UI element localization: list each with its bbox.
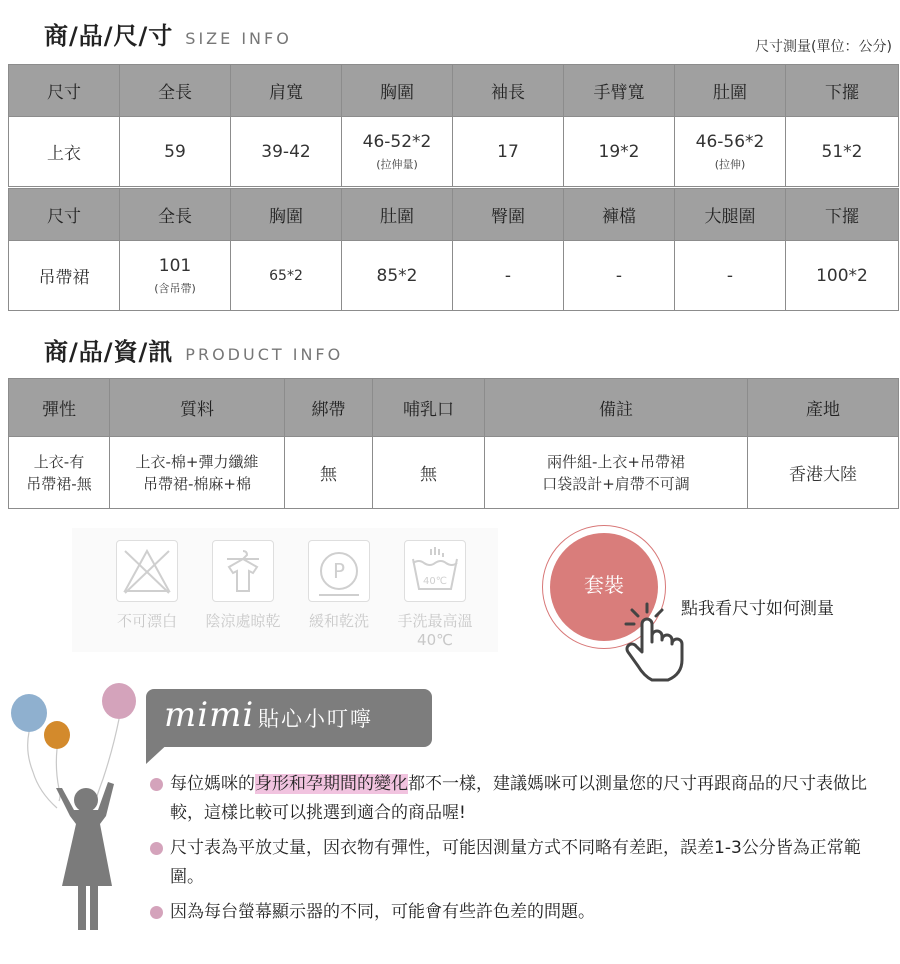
size-table-top [8,64,899,187]
cell-thigh: - [675,241,786,311]
cell-belly-value: 46-56*2 [695,131,765,152]
cell-line: 吊帶裙-棉麻+棉 [143,474,251,493]
col-header: 大腿圍 [675,189,786,241]
care-label: 緩和乾洗 [308,612,369,630]
tip-text [150,770,880,828]
tip-item [150,834,880,892]
col-header: 全長 [120,65,231,117]
hand-wash-icon [404,540,466,602]
measure-guide-link[interactable]: 點我看尺寸如何測量 [681,599,834,619]
brand-logo: mimi [164,695,255,735]
balloon-pink-icon [95,683,136,803]
cell-length: 59 [120,117,231,187]
col-header: 綁帶 [285,379,373,437]
row-label: 吊帶裙 [9,241,120,311]
cell-line: 上衣-棉+彈力纖維 [135,452,259,471]
dry-clean-symbol: P [332,559,346,583]
cell-chest [342,117,453,187]
tip-text: 因為每台螢幕顯示器的不同，可能會有些許色差的問題。 [170,902,595,922]
cell-nursing: 無 [373,437,485,509]
cell-line: 口袋設計+肩帶不可調 [542,474,690,493]
cell-chest-value: 46-52*2 [362,131,432,152]
cell-hem: 100*2 [786,241,899,311]
product-info-title: 商/品/資/訊 [44,338,174,366]
cell-line: 兩件組-上衣+吊帶裙 [547,452,685,471]
cell-material [110,437,285,509]
col-header: 質料 [110,379,285,437]
table-header-row [9,65,899,117]
col-header: 胸圍 [231,189,342,241]
girl-balloons-illustration [0,676,150,964]
col-header: 產地 [748,379,899,437]
size-info-title: 商/品/尺/寸 [44,22,174,50]
table-row [9,117,899,187]
bullet-dot-icon [150,842,163,855]
tip-text-part: 每位媽咪的 [170,774,255,794]
col-header: 尺寸 [9,65,120,117]
col-header: 臀圍 [453,189,564,241]
product-info-heading [44,332,343,367]
cell-hem: 51*2 [786,117,899,187]
col-header: 手臂寬 [564,65,675,117]
table-header-row [9,189,899,241]
size-table-bottom [8,188,899,311]
cell-belly-note: (拉伸) [714,157,746,171]
cell-elasticity [9,437,110,509]
care-shade-dry [198,540,288,631]
col-header: 全長 [120,189,231,241]
row-label: 上衣 [9,117,120,187]
care-label-line: 手洗最高溫 [397,612,473,630]
no-bleach-icon [116,540,178,602]
cell-notes [485,437,748,509]
col-header: 下擺 [786,189,899,241]
cell-shoulder: 39-42 [231,117,342,187]
table-row [9,241,899,311]
cell-chest-note: (拉伸量) [376,157,418,171]
care-hand-wash [390,540,480,650]
girl-silhouette-icon [56,782,114,930]
cell-length-note: (含吊帶) [154,281,196,295]
cell-chest: 65*2 [231,241,342,311]
bullet-dot-icon [150,906,163,919]
cell-crotch: - [564,241,675,311]
care-label-line: 40℃ [417,631,453,649]
balloon-blue-icon [11,694,57,808]
table-row [9,437,899,509]
cell-line: 吊帶裙-無 [26,474,92,493]
tip-text: 尺寸表為平放丈量，因衣物有彈性，可能因測量方式不同略有差距，誤差1-3公分皆為正常範圍。 [170,838,861,887]
bullet-dot-icon [150,778,163,791]
col-header: 肚圍 [675,65,786,117]
col-header: 袖長 [453,65,564,117]
cell-length [120,241,231,311]
col-header: 下擺 [786,65,899,117]
tips-header-bubble [146,689,432,747]
col-header: 肩寬 [231,65,342,117]
tip-text-part: 都不一樣，建議媽咪可以測量您的尺寸再跟商品的尺寸表做比較，這樣比較可以挑選到適合的商品喔! [170,774,867,823]
size-info-subtitle: SIZE INFO [185,29,292,48]
cell-belly [675,117,786,187]
cell-hip: - [453,241,564,311]
bubble-tail [146,740,172,764]
cell-ties: 無 [285,437,373,509]
size-info-heading [44,16,292,51]
set-badge[interactable]: 套裝 [550,533,658,641]
cell-sleeve: 17 [453,117,564,187]
col-header: 尺寸 [9,189,120,241]
tip-item [150,770,880,828]
care-label: 不可漂白 [116,612,177,630]
tips-title: 貼心小叮嚀 [258,707,373,731]
cell-line: 上衣-有 [33,452,85,471]
dry-clean-icon [308,540,370,602]
col-header: 肚圍 [342,189,453,241]
care-label: 陰涼處晾乾 [205,612,281,630]
cell-length-value: 101 [158,255,192,276]
care-label [390,612,480,650]
care-gentle-dry-clean [294,540,384,631]
unit-note: 尺寸測量(單位：公分) [755,39,892,55]
tip-highlight: 身形和孕期間的變化 [255,774,408,794]
tip-item [150,898,880,927]
product-info-table [8,378,899,509]
shade-dry-icon [212,540,274,602]
product-info-subtitle: PRODUCT INFO [185,345,344,364]
table-header-row [9,379,899,437]
col-header: 彈性 [9,379,110,437]
care-instructions [72,528,498,652]
col-header: 褲檔 [564,189,675,241]
col-header: 胸圍 [342,65,453,117]
care-no-bleach [102,540,192,631]
cell-arm: 19*2 [564,117,675,187]
col-header: 備註 [485,379,748,437]
col-header: 哺乳口 [373,379,485,437]
cell-belly: 85*2 [342,241,453,311]
wash-temp-text: 40℃ [423,576,447,587]
cell-origin: 香港大陸 [748,437,899,509]
